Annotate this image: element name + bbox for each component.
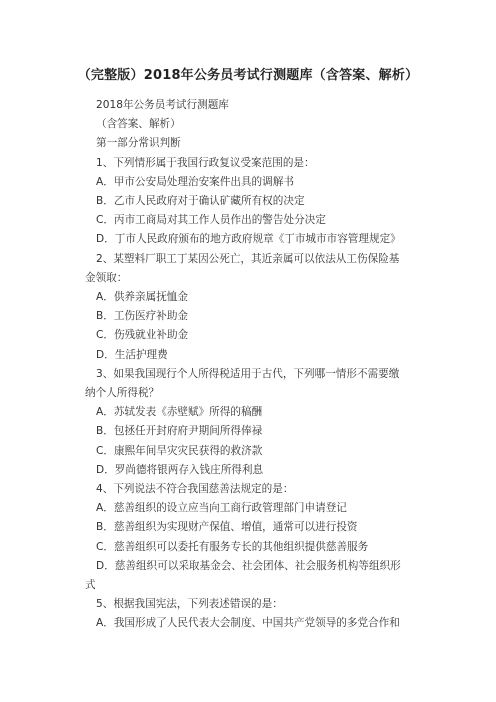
text-line: B．包拯任开封府府尹期间所得俸禄 xyxy=(96,425,263,438)
text-line: A．我国形成了人民代表大会制度、中国共产党领导的多党合作和 xyxy=(96,617,400,630)
text-line: 5、根据我国宪法，下列表述错误的是： xyxy=(96,598,283,611)
text-line: D．罗尚德将银两存入钱庄所得利息 xyxy=(96,463,264,476)
text-line: A．苏轼发表《赤壁赋》所得的稿酬 xyxy=(96,406,263,419)
text-line: 2018年公务员考试行测题库 xyxy=(96,99,229,111)
text-line: B．慈善组织为实现财产保值、增值，通常可以进行投资 xyxy=(96,521,358,534)
text-line: B．乙市人民政府对于确认矿藏所有权的决定 xyxy=(96,195,305,208)
text-line: B．工伤医疗补助金 xyxy=(96,310,189,323)
text-line: 1、下列情形属于我国行政复议受案范围的是： xyxy=(96,156,315,169)
text-line: A．供养亲属抚恤金 xyxy=(96,291,188,304)
text-line: C．丙市工商局对其工作人员作出的警告处分决定 xyxy=(96,214,326,227)
text-line: C．伤残就业补助金 xyxy=(96,329,189,342)
text-line: 4、下列说法不符合我国慈善法规定的是： xyxy=(96,483,294,496)
text-line: 式 xyxy=(85,579,96,592)
text-line: C．康熙年间旱灾灾民获得的救济款 xyxy=(96,444,263,457)
text-line: A．慈善组织的设立应当向工商行政管理部门申请登记 xyxy=(96,502,347,515)
text-line: 金领取： xyxy=(85,271,128,284)
text-line: 2、某塑料厂职工丁某因公死亡，其近亲属可以依法从工伤保险基 xyxy=(96,252,400,265)
text-line: C．慈善组织可以委托有服务专长的其他组织提供慈善服务 xyxy=(96,540,369,553)
text-line: D．丁市人民政府颁布的地方政府规章《丁市城市市容管理规定》 xyxy=(96,233,401,246)
text-line: （含答案、解析） xyxy=(96,118,181,131)
document-title: （完整版）2018年公务员考试行测题库（含答案、解析） xyxy=(77,68,419,83)
document-body xyxy=(85,96,417,634)
text-line: 纳个人所得税？ xyxy=(85,387,160,400)
text-line: 3、如果我国现行个人所得税适用于古代，下列哪一情形不需要缴 xyxy=(96,367,400,380)
text-line: D．慈善组织可以采取基金会、社会团体、社会服务机构等组织形 xyxy=(96,559,401,572)
text-line: A．甲市公安局处理治安案件出具的调解书 xyxy=(96,175,294,188)
text-line: 第一部分常识判断 xyxy=(96,137,181,150)
text-line: D．生活护理费 xyxy=(96,348,168,361)
